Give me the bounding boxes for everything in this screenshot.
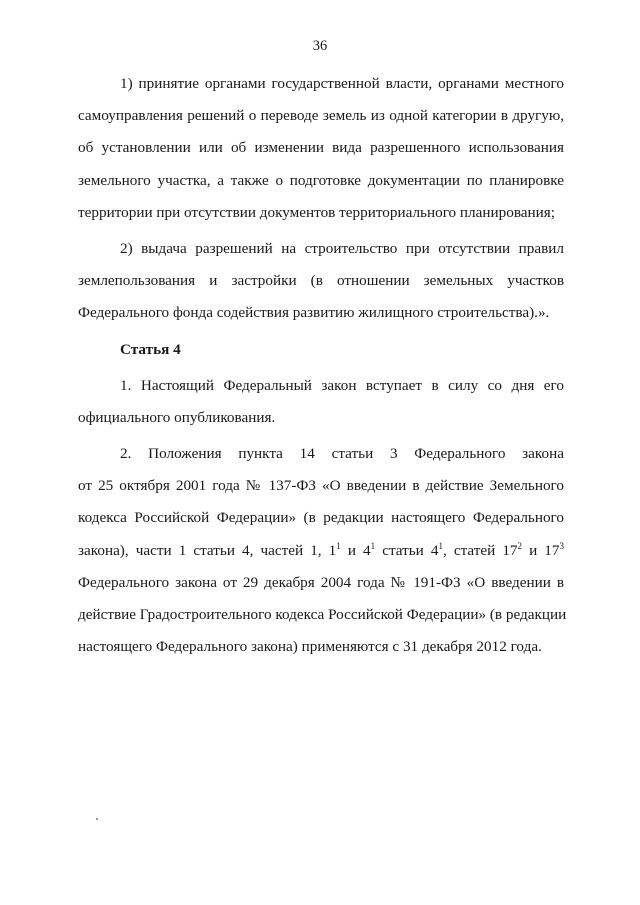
- text-line: 2) выдача разрешений на строительство при отсутствии правил: [120, 239, 564, 257]
- text-line: самоуправления решений о переводе земель из одной категории в другую,: [78, 107, 564, 125]
- text-segment: , статей 17: [442, 541, 518, 559]
- paragraph-3: [78, 370, 564, 434]
- text-segment: и 17: [522, 541, 560, 559]
- text-segment: и 4: [340, 541, 371, 559]
- text-line: действие Градостроительного кодекса Российской Федерации» (в редакции: [78, 606, 567, 623]
- text-line: кодекса Российской Федерации» (в редакции настоящего Федерального: [78, 509, 564, 527]
- superscript: 1: [438, 540, 443, 551]
- text-line: 2. Положения пункта 14 статьи 3 Федерального закона: [120, 445, 564, 463]
- text-line: Федерального закона от 29 декабря 2004 года № 191-ФЗ «О введении в: [78, 573, 564, 591]
- document-body: [78, 68, 567, 663]
- page-number: 36: [312, 38, 328, 54]
- superscript: 1: [336, 540, 341, 551]
- text-line: настоящего Федерального закона) применяются с 31 декабря 2012 года.: [78, 638, 542, 656]
- superscript: 3: [559, 540, 564, 551]
- superscript: 1: [370, 540, 376, 551]
- text-line: земельного участка, а также о подготовке документации по планировке: [78, 171, 564, 189]
- paragraph-2: [78, 233, 564, 330]
- text-line: 1. Настоящий Федеральный закон вступает в силу со дня его: [120, 376, 564, 394]
- paragraph-1: [78, 68, 564, 229]
- superscript: 2: [517, 540, 523, 551]
- text-line: 1) принятие органами государственной власти, органами местного: [120, 75, 564, 92]
- paragraph-4: [78, 438, 567, 663]
- scan-speck: [96, 818, 98, 820]
- text-line: территории при отсутствии документов территориального планирования;: [78, 203, 555, 221]
- text-line: землепользования и застройки (в отношении земельных участков: [78, 272, 564, 290]
- text-line: от 25 октября 2001 года № 137-ФЗ «О введении в действие Земельного: [78, 477, 564, 495]
- text-segment: закона), части 1 статьи 4, частей 1, 1: [78, 541, 337, 559]
- article-heading: Статья 4: [120, 340, 181, 358]
- text-line-with-superscripts: [78, 535, 564, 567]
- text-line: официального опубликования.: [78, 408, 276, 426]
- text-segment: статьи 4: [375, 541, 439, 559]
- text-line: Федерального фонда содействия развитию жилищного строительства).».: [78, 304, 550, 322]
- text-line: об установлении или об изменении вида разрешенного использования: [78, 139, 564, 157]
